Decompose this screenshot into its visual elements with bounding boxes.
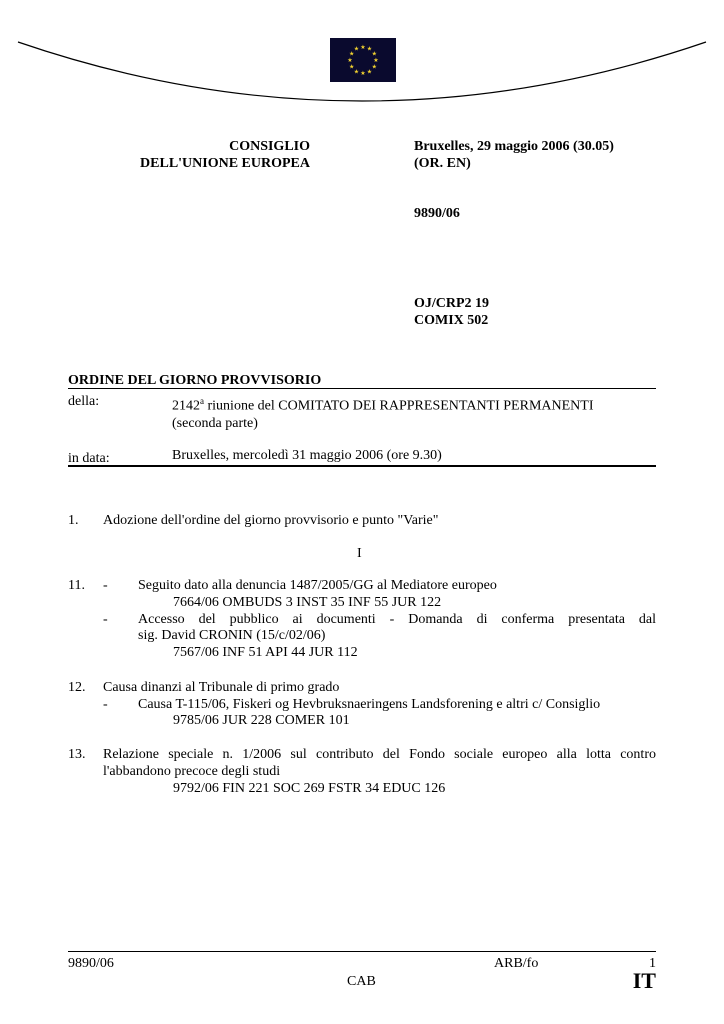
item-12a-reference: 9785/06 JUR 228 COMER 101: [173, 713, 350, 728]
item-12-number: 12.: [68, 680, 86, 695]
meeting-number-sup: a: [200, 396, 204, 406]
della-label: della:: [68, 394, 100, 409]
item-13-number: 13.: [68, 747, 86, 762]
flag-star: ★: [353, 69, 360, 76]
flag-star: ★: [366, 69, 373, 76]
item-11b-text-line2: sig. David CRONIN (15/c/02/06): [138, 628, 326, 643]
item-1-text: Adozione dell'ordine del giorno provvisorio e punto "Varie": [103, 513, 439, 528]
item-11a-reference: 7664/06 OMBUDS 3 INST 35 INF 55 JUR 122: [173, 595, 442, 610]
flag-star: ★: [347, 58, 353, 64]
document-number: 9890/06: [414, 206, 460, 221]
meeting-title: riunione del COMITATO DEI RAPPRESENTANTI PERMANENTI: [204, 398, 594, 414]
original-language: (OR. EN): [414, 156, 471, 171]
flag-star: ★: [371, 51, 377, 58]
footer-doc-number: 9890/06: [68, 956, 114, 971]
place-date: Bruxelles, 29 maggio 2006 (30.05): [414, 139, 614, 154]
flag-star: ★: [360, 71, 366, 77]
flag-star: ★: [371, 64, 377, 71]
flag-star: ★: [373, 58, 379, 64]
meeting-subtitle: (seconda parte): [172, 415, 258, 431]
council-name-line2: DELL'UNIONE EUROPEA: [140, 156, 310, 171]
section-heading: I: [357, 546, 362, 561]
item-11-number: 11.: [68, 578, 85, 593]
heading-rule: [68, 388, 656, 389]
footer-department: CAB: [347, 974, 376, 989]
reference-code-2: COMIX 502: [414, 313, 489, 328]
flag-star: ★: [349, 51, 355, 58]
item-12a-dash: -: [103, 697, 108, 712]
footer-page-number: 1: [649, 956, 656, 971]
item-11b-dash: -: [103, 612, 108, 627]
flag-star: ★: [366, 46, 373, 53]
meeting-number: 2142: [172, 398, 200, 414]
item-1-number: 1.: [68, 513, 79, 528]
footer-rule: [68, 951, 656, 952]
agenda-heading: ORDINE DEL GIORNO PROVVISORIO: [68, 373, 322, 388]
flag-star: ★: [349, 64, 355, 71]
item-13-text-line2: l'abbandono precoce degli studi: [103, 764, 281, 779]
footer-initials: ARB/fo: [494, 956, 539, 971]
council-name-line1: CONSIGLIO: [229, 139, 310, 154]
date-rule: [68, 465, 656, 467]
item-11a-text: Seguito dato alla denuncia 1487/2005/GG al Mediatore europeo: [138, 578, 497, 593]
item-11b-reference: 7567/06 INF 51 API 44 JUR 112: [173, 645, 358, 660]
date-label: in data:: [68, 451, 110, 466]
eu-flag-icon: [330, 38, 396, 82]
flag-star: ★: [353, 46, 360, 53]
item-12a-text: Causa T-115/06, Fiskeri og Hevbruksnaeringens Landsforening e altri c/ Consiglio: [138, 697, 601, 712]
item-11a-dash: -: [103, 578, 108, 593]
item-13-text-line1: Relazione speciale n. 1/2006 sul contributo del Fondo sociale europeo alla lotta contro: [103, 747, 656, 762]
item-12-text: Causa dinanzi al Tribunale di primo grado: [103, 680, 340, 695]
item-13-reference: 9792/06 FIN 221 SOC 269 FSTR 34 EDUC 126: [173, 781, 446, 796]
footer-language-code: IT: [632, 968, 656, 993]
flag-star: ★: [360, 45, 366, 51]
meeting-description: [172, 393, 656, 415]
reference-code-1: OJ/CRP2 19: [414, 296, 490, 311]
meeting-date: Bruxelles, mercoledì 31 maggio 2006 (ore 9.30): [172, 448, 442, 463]
item-11b-text-line1: Accesso del pubblico ai documenti - Domanda di conferma presentata dal: [138, 612, 656, 627]
